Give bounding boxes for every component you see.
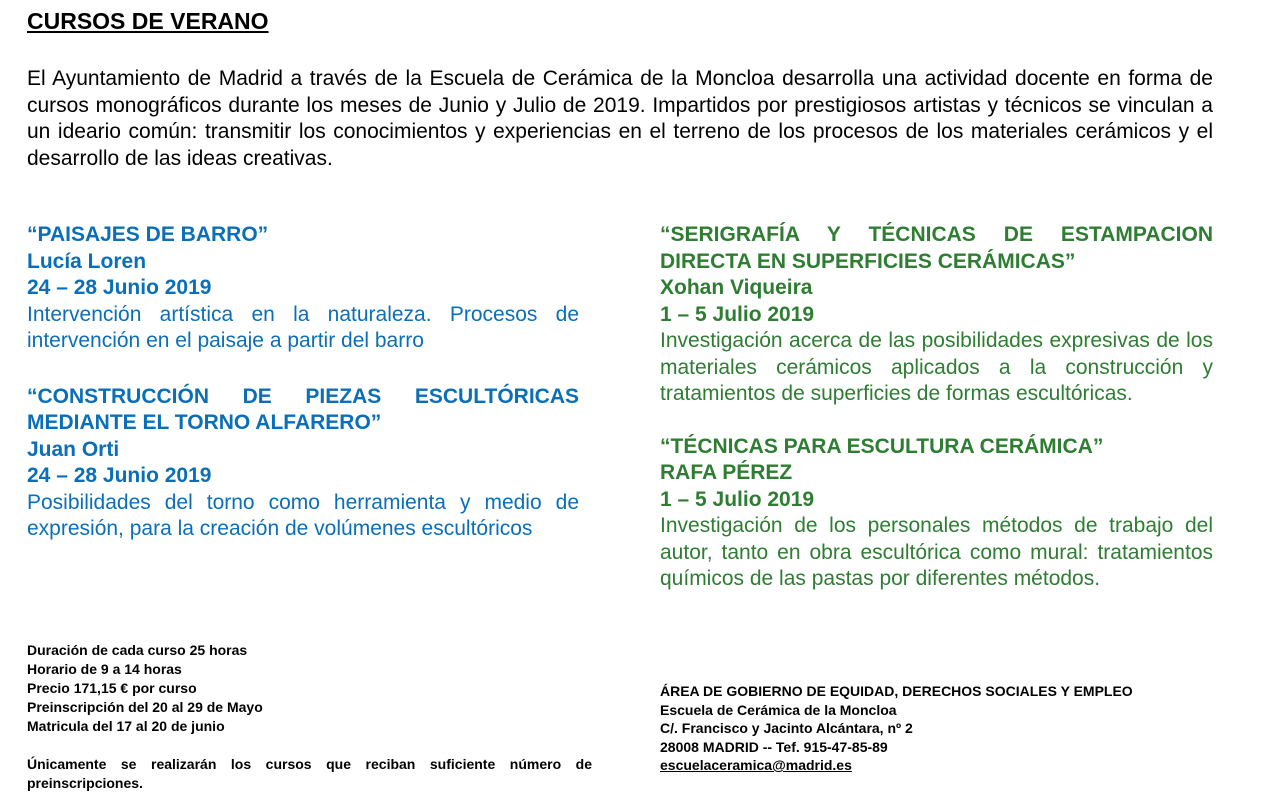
- left-courses-column: [27, 222, 579, 569]
- course-dates: 24 – 28 Junio 2019: [27, 464, 212, 487]
- course-escultura-ceramica: [660, 434, 1213, 593]
- course-dates: 24 – 28 Junio 2019: [27, 276, 212, 299]
- course-title: “TÉCNICAS PARA ESCULTURA CERÁMICA”: [660, 434, 1104, 458]
- page-title: CURSOS DE VERANO: [27, 8, 269, 34]
- course-info: [27, 641, 592, 793]
- contact-school: Escuela de Cerámica de la Moncloa: [660, 701, 897, 718]
- course-author: Lucía Loren: [27, 249, 147, 273]
- contact-block: [660, 682, 1220, 775]
- course-description: Investigación acerca de las posibilidades expresivas de los materiales cerámicos aplicados a la construcción y tratamientos de superficies de formas escultóricas.: [660, 329, 1213, 405]
- contact-area: ÁREA DE GOBIERNO DE EQUIDAD, DERECHOS SOCIALES Y EMPLEO: [660, 683, 1133, 699]
- course-title: “CONSTRUCCIÓN DE PIEZAS ESCULTÓRICAS MEDIANTE EL TORNO ALFARERO”: [27, 384, 579, 434]
- info-preregistration: Preinscripción del 20 al 29 de Mayo: [27, 699, 263, 715]
- course-description: Posibilidades del torno como herramienta y medio de expresión, para la creación de volúmenes escultóricos: [27, 490, 579, 540]
- contact-address: C/. Francisco y Jacinto Alcántara, nº 2: [660, 720, 913, 736]
- course-paisajes: [27, 222, 579, 355]
- contact-city-phone: 28008 MADRID -- Tef. 915-47-85-89: [660, 738, 888, 755]
- course-author: Xohan Viqueira: [660, 276, 813, 299]
- info-schedule: Horario de 9 a 14 horas: [27, 661, 182, 677]
- intro-paragraph: El Ayuntamiento de Madrid a través de la Escuela de Cerámica de la Moncloa desarrolla una actividad docente en forma de cursos monográficos durante los meses de Junio y Julio de 2019. Impartidos por prestigiosos artistas y técnicos se vinculan a un ideario común: transmitir los conocimientos y experiencias en el terreno de los procesos de los materiales cerámicos y el desarrollo de las ideas creativas.: [27, 67, 1213, 170]
- right-courses-column: [660, 222, 1213, 619]
- course-title: “PAISAJES DE BARRO”: [27, 223, 269, 246]
- course-description: Investigación de los personales métodos de trabajo del autor, tanto en obra escultórica como mural: tratamientos químicos de las pastas por diferentes métodos.: [660, 514, 1213, 590]
- info-enrollment: Matricula del 17 al 20 de junio: [27, 718, 225, 734]
- course-author: RAFA PÉREZ: [660, 461, 793, 484]
- info-note: Únicamente se realizarán los cursos que reciban suficiente número de preinscripciones.: [27, 756, 592, 791]
- course-serigrafia: [660, 222, 1213, 408]
- info-price: Precio 171,15 € por curso: [27, 680, 197, 696]
- course-author: Juan Orti: [27, 437, 120, 461]
- course-title: “SERIGRAFÍA Y TÉCNICAS DE ESTAMPACION DIRECTA EN SUPERFICIES CERÁMICAS”: [660, 223, 1213, 273]
- course-construccion: [27, 384, 579, 543]
- course-dates: 1 – 5 Julio 2019: [660, 302, 815, 326]
- course-description: Intervención artística en la naturaleza. Procesos de intervención en el paisaje a partir del barro: [27, 302, 579, 352]
- course-dates: 1 – 5 Julio 2019: [660, 487, 815, 511]
- contact-email-link[interactable]: escuelaceramica@madrid.es: [660, 757, 852, 773]
- info-duration: Duración de cada curso 25 horas: [27, 642, 248, 658]
